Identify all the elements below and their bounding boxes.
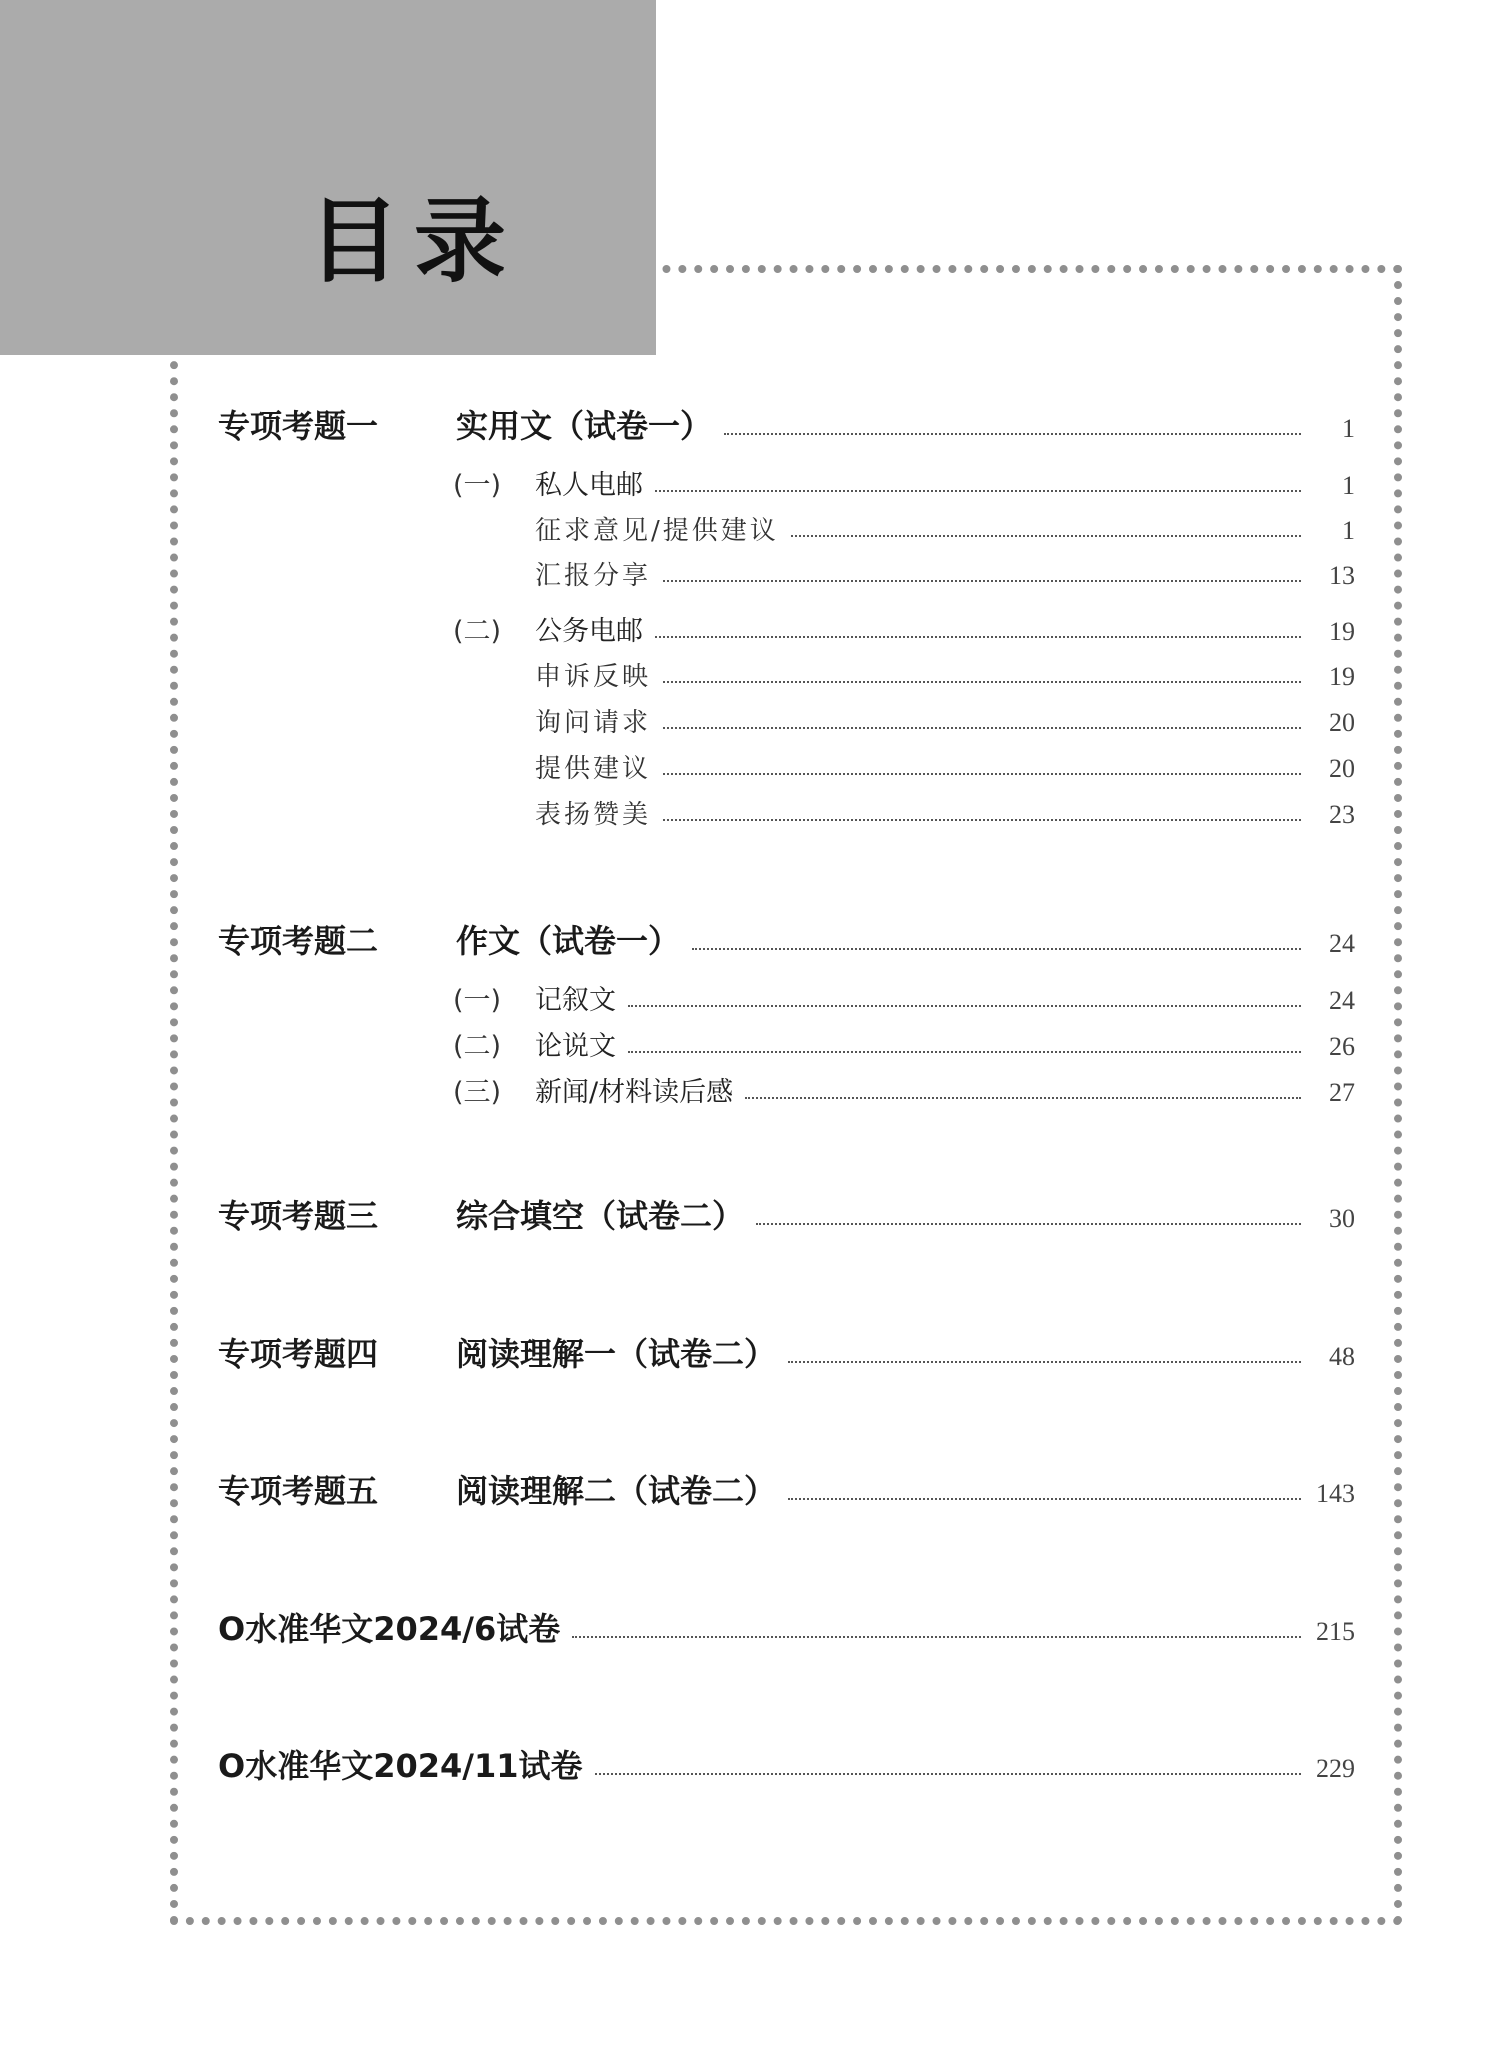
toc-entry-title: 论说文 [535,1031,616,1062]
toc-entry[interactable] [218,1747,1355,1785]
toc-entry-label [453,1033,616,1060]
toc-entry[interactable] [453,618,1355,645]
toc-entry-label [535,664,651,690]
toc-entry-title: 汇报分享 [535,561,652,591]
toc-entry-label [218,922,681,960]
toc-category: 专项考题四 [218,1335,379,1373]
dot-leader [663,773,1301,775]
dot-leader [655,636,1301,638]
toc-entry-title: 表扬赞美 [535,800,652,830]
dot-leader [788,1498,1301,1500]
toc-page-number: 20 [1329,754,1355,783]
toc-entry-title: 记叙文 [535,985,616,1016]
toc-entry-title: O水准华文2024/6试卷 [218,1610,561,1648]
toc-entry[interactable] [535,518,1355,544]
toc-entry-label [218,1472,777,1510]
dot-leader [628,1051,1301,1053]
toc-page-number: 27 [1329,1078,1355,1107]
toc-entry-title: 申诉反映 [535,662,652,692]
dot-leader [655,490,1301,492]
dot-leader [663,819,1301,821]
toc-entry[interactable] [535,802,1355,828]
toc-entry-number: (三) [453,1077,502,1108]
toc-category: 专项考题二 [218,922,379,960]
toc-page-number: 229 [1316,1754,1355,1783]
toc-page-number: 13 [1329,561,1355,590]
toc-page-number: 19 [1329,662,1355,691]
toc-page-number: 48 [1329,1342,1355,1371]
toc-entry-label [535,710,651,736]
toc-page-number: 20 [1329,708,1355,737]
toc-entry-label [535,563,651,589]
toc-entry-label [453,472,643,499]
toc-entry-number: (二) [453,616,502,647]
toc-entry[interactable] [453,987,1355,1014]
toc-entry[interactable] [218,922,1355,960]
dot-leader [724,433,1301,435]
dot-leader [791,535,1301,537]
dot-leader [663,681,1301,683]
toc-entry-label [218,1197,745,1235]
toc-page-number: 19 [1329,617,1355,646]
dot-leader [788,1361,1301,1363]
toc-category: 专项考题三 [218,1197,379,1235]
toc-entry[interactable] [535,756,1355,782]
toc-entry-label [535,802,651,828]
toc-page-number: 1 [1342,516,1355,545]
title-block [0,0,656,355]
toc-entry-label [453,618,643,645]
dot-leader [663,727,1301,729]
toc-entry-title: 新闻/材料读后感 [535,1077,734,1108]
dot-leader [745,1097,1301,1099]
toc-entry[interactable] [218,1472,1355,1510]
toc-page-number: 30 [1329,1204,1355,1233]
toc-page-number: 24 [1329,986,1355,1015]
toc-entry-title: 公务电邮 [535,616,643,647]
toc-entry-label [535,518,779,544]
dot-leader [572,1636,1301,1638]
toc-entry[interactable] [218,1197,1355,1235]
toc-entry-number: (一) [453,470,502,501]
toc-page-number: 1 [1342,414,1355,443]
toc-entry[interactable] [453,1033,1355,1060]
toc-entry-title: 征求意见/提供建议 [535,516,779,546]
toc-entry-title: 作文（试卷一） [456,922,681,960]
toc-category: 专项考题五 [218,1472,379,1510]
toc-entry[interactable] [535,563,1355,589]
toc-entry[interactable] [535,664,1355,690]
toc-entry-title: O水准华文2024/11试卷 [218,1747,583,1785]
toc-entry[interactable] [218,1335,1355,1373]
toc-entry-title: 私人电邮 [535,470,643,501]
toc-entry-number: (二) [453,1031,502,1062]
toc-entry[interactable] [218,1610,1355,1648]
dot-leader [692,948,1301,950]
toc-page-number: 24 [1329,929,1355,958]
toc-entry-title: 提供建议 [535,754,652,784]
dot-leader [628,1005,1301,1007]
toc-page-number: 23 [1329,800,1355,829]
toc-page-number: 143 [1316,1479,1355,1508]
dot-leader [663,580,1301,582]
toc-entry-title: 实用文（试卷一） [456,407,713,445]
toc-entry-label [535,756,651,782]
toc-entry[interactable] [453,472,1355,499]
toc-entry-title: 阅读理解一（试卷二） [456,1335,777,1373]
dot-leader [595,1773,1302,1775]
toc-entry-number: (一) [453,985,502,1016]
toc-entry-label [453,987,616,1014]
dot-leader [756,1223,1301,1225]
toc-entry-title: 阅读理解二（试卷二） [456,1472,777,1510]
toc-category: 专项考题一 [218,407,379,445]
toc-entry-title: 综合填空（试卷二） [456,1197,745,1235]
toc-page-number: 26 [1329,1032,1355,1061]
toc-entry[interactable] [218,407,1355,445]
toc-entry-title: 询问请求 [535,708,652,738]
toc-page-number: 1 [1342,471,1355,500]
toc-entry-label [218,1335,777,1373]
toc-entry-label [218,1610,561,1648]
toc-entry-label [218,407,713,445]
toc-entry[interactable] [535,710,1355,736]
toc-entry-label [453,1079,733,1106]
toc-entry-label [218,1747,583,1785]
toc-entry[interactable] [453,1079,1355,1106]
toc-page-number: 215 [1316,1617,1355,1646]
page-title: 目录 [308,187,521,295]
